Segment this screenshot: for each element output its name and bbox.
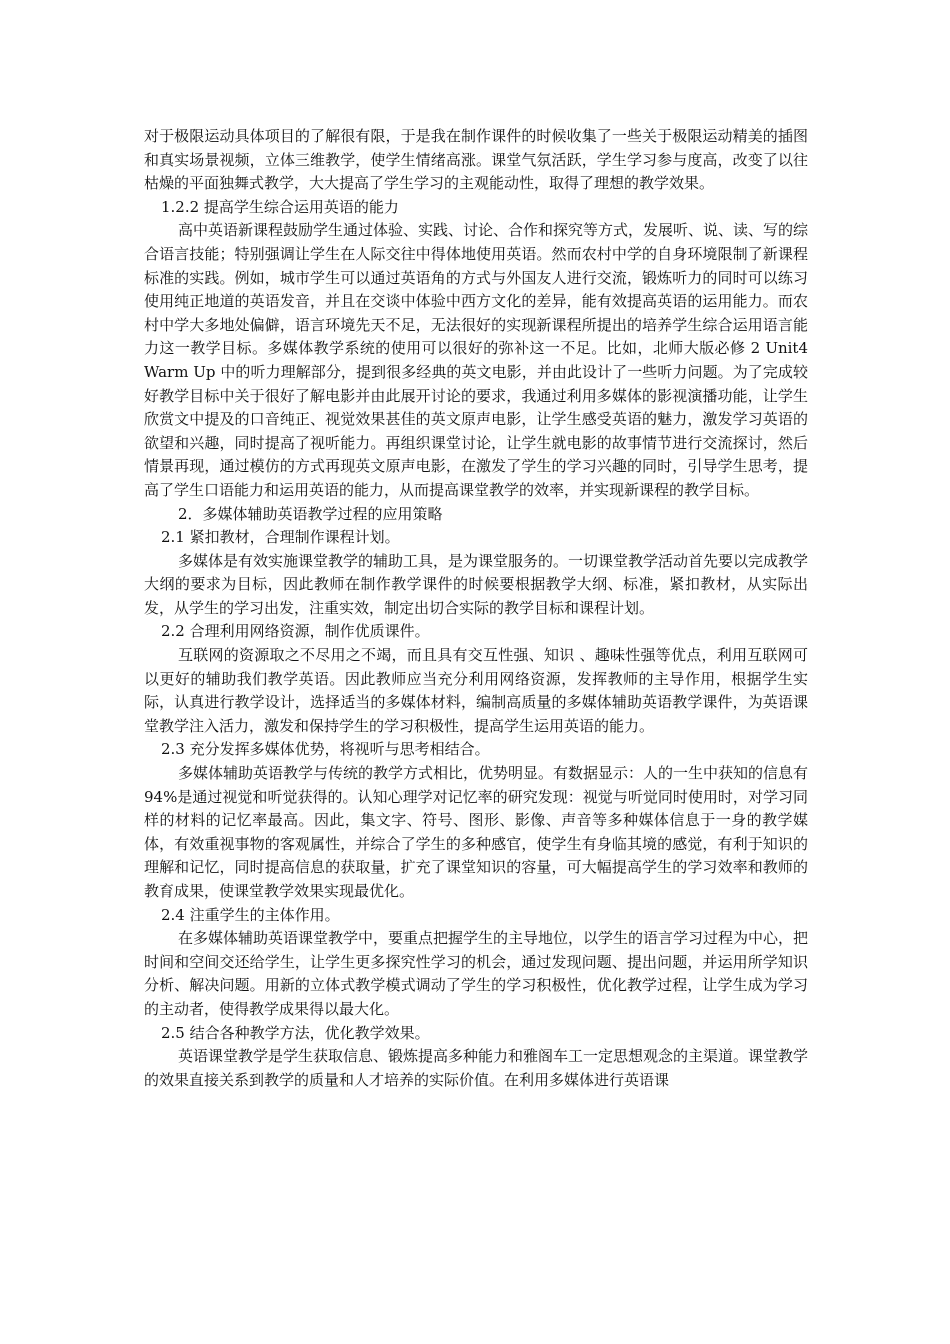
heading-2-3: 2.3 充分发挥多媒体优势，将视听与思考相结合。 [161, 740, 490, 759]
paragraph-2-5: 英语课堂教学是学生获取信息、锻炼提高多种能力和雅阁车工一定思想观念的主渠道。课堂教学的效果直接关系到教学的质量和人才培养的实际价值。在利用多媒体进行英语课 [144, 1047, 809, 1089]
paragraph-2-2: 互联网的资源取之不尽用之不竭，而且具有交互性强、知识 、趣味性强等优点，利用互联网可以更好的辅助我们教学英语。因此教师应当充分利用网络资源，发挥教师的主导作用，根据学生实际，认真进行教学设计，选择适当的多媒体材料，编制高质量的多媒体辅助英语教学课件，为英语课堂教学注入活力，激发和保持学生的学习积极性，提高学生运用英语的能力。 [144, 646, 808, 735]
heading-2-5: 2.5 结合各种教学方法，优化教学效果。 [161, 1023, 430, 1042]
heading-1-2-2: 1.2.2 提高学生综合运用英语的能力 [161, 197, 399, 216]
paragraph-comprehensive-english: 高中英语新课程鼓励学生通过体验、实践、讨论、合作和探究等方式，发展听、说、读、写的综合语言技能；特别强调让学生在人际交往中得体地使用英语。然而农村中学的自身环境限制了新课程标准的实践。例如，城市学生可以通过英语角的方式与外国友人进行交流，锻炼听力的同时可以练习使用纯正地道的英语发音，并且在交谈中体验中西方文化的差异，能有效提高英语的运用能力。而农村中学大多地处偏僻，语言环境先天不足，无法很好的实现新课程所提出的培养学生综合运用语言能力这一教学目标。多媒体教学系统的使用可以很好的弥补这一不足。比如，北师大版必修 2 Unit4 Warm Up 中的听力理解部分，提到很多经典的英文电影，并由此设计了一些听力问题。为了完成较好教学目标中关于很好了解电影并由此展开讨论的要求，我通过利用多媒体的影视演播功能，让学生欣赏文中提及的口音纯正、视觉效果甚佳的英文原声电影，让学生感受英语的魅力，激发学习英语的欲望和兴趣，同时提高了视听能力。再组织课堂讨论，让学生就电影的故事情节进行交流探讨，然后情景再现，通过模仿的方式再现英文原声电影，在激发了学生的学习兴趣的同时，引导学生思考，提高了学生口语能力和运用英语的能力，从而提高课堂教学的效率，并实现新课程的教学目标。 [144, 221, 809, 499]
paragraph-2-4: 在多媒体辅助英语课堂教学中，要重点把握学生的主导地位，以学生的语言学习过程为中心，把时间和空间交还给学生，让学生更多探究性学习的机会，通过发现问题、提出问题，并运用所学知识分析、解决问题。用新的立体式教学模式调动了学生的学习积极性，优化教学过程，让学生成为学习的主动者，使得教学成果得以最大化。 [144, 929, 809, 1018]
heading-2-strategies: 2．多媒体辅助英语教学过程的应用策略 [178, 504, 443, 523]
document-body [144, 125, 808, 1092]
paragraph-2-1: 多媒体是有效实施课堂教学的辅助工具，是为课堂服务的。一切课堂教学活动首先要以完成教学大纲的要求为目标，因此教师在制作教学课件的时候要根据教学大纲、标准，紧扣教材，从实际出发，从学生的学习出发，注重实效，制定出切合实际的教学目标和课程计划。 [144, 551, 809, 617]
paragraph-extreme-sports: 对于极限运动具体项目的了解很有限，于是我在制作课件的时候收集了一些关于极限运动精美的插图和真实场景视频，立体三维教学，使学生情绪高涨。课堂气氛活跃，学生学习参与度高，改变了以往枯燥的平面独舞式教学，大大提高了学生学习的主观能动性，取得了理想的教学效果。 [144, 127, 808, 193]
paragraph-2-3: 多媒体辅助英语教学与传统的教学方式相比，优势明显。有数据显示：人的一生中获知的信息有 94%是通过视觉和听觉获得的。认知心理学对记忆率的研究发现：视觉与听觉同时使用时，对学习同样的材料的记忆率最高。因此，集文字、符号、图形、影像、声音等多种媒体信息于一身的教学媒体，有效重视事物的客观属性，并综合了学生的多种感官，使学生有身临其境的感觉，有利于知识的理解和记忆，同时提高信息的获取量，扩充了课堂知识的容量，可大幅提高学生的学习效率和教师的教育成果，使课堂教学效果实现最优化。 [144, 764, 809, 900]
heading-2-2: 2.2 合理利用网络资源，制作优质课件。 [161, 622, 430, 641]
heading-2-1: 2.1 紧扣教材，合理制作课程计划。 [161, 528, 400, 547]
heading-2-4: 2.4 注重学生的主体作用。 [161, 905, 340, 924]
